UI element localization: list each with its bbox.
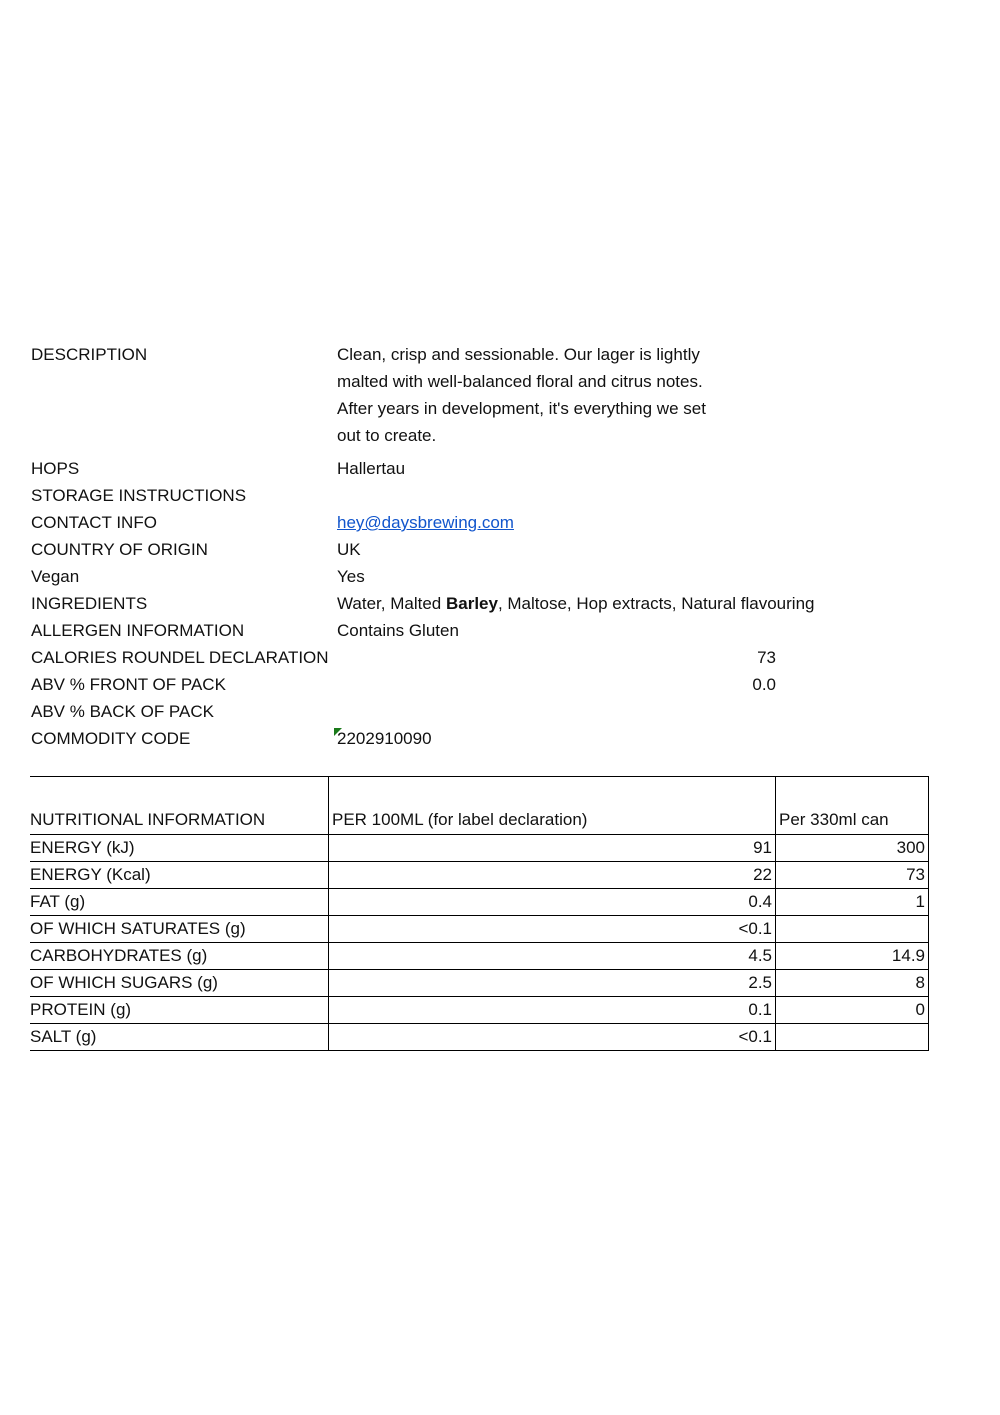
nutrition-row: [30, 1024, 929, 1051]
calories-roundel-label: CALORIES ROUNDEL DECLARATION: [31, 648, 329, 667]
nutrition-row: [30, 835, 929, 862]
ingredients-text-end: , Maltose, Hop extracts, Natural flavouring: [497, 594, 815, 613]
vegan-label: Vegan: [31, 567, 80, 586]
nutrition-row-label: CARBOHYDRATES (g): [30, 943, 329, 970]
country-label: COUNTRY OF ORIGIN: [31, 540, 208, 559]
ingredients-row: [31, 590, 951, 617]
description-line-1: Clean, crisp and sessionable. Our lager is lightly: [337, 345, 700, 364]
vegan-value: Yes: [337, 567, 365, 586]
nutrition-row: [30, 889, 929, 916]
hops-row: [31, 455, 951, 482]
nutrition-row: [30, 970, 929, 997]
allergen-row: [31, 617, 951, 644]
nutrition-row: [30, 943, 929, 970]
nutrition-row-per100: 2.5: [329, 970, 776, 997]
nutrition-row-per100: 22: [329, 862, 776, 889]
description-value: [337, 341, 757, 455]
nutrition-row-per100: 0.1: [329, 997, 776, 1024]
commodity-label: COMMODITY CODE: [31, 729, 191, 748]
nutrition-row-label: ENERGY (Kcal): [30, 862, 329, 889]
nutrition-row-per330: 300: [776, 835, 929, 862]
product-info-section: [31, 341, 951, 752]
nutrition-header-per330: Per 330ml can: [776, 777, 929, 835]
commodity-value-cell: [337, 725, 951, 752]
nutrition-row: [30, 862, 929, 889]
nutrition-header-label: NUTRITIONAL INFORMATION: [30, 777, 329, 835]
allergen-label: ALLERGEN INFORMATION: [31, 621, 245, 640]
abv-front-value: 0.0: [752, 675, 776, 694]
nutrition-row-label: PROTEIN (g): [30, 997, 329, 1024]
ingredients-allergen-bold: Barley: [445, 594, 498, 613]
nutrition-row-per330: 1: [776, 889, 929, 916]
abv-front-row: [31, 671, 951, 698]
abv-front-label: ABV % FRONT OF PACK: [31, 675, 226, 694]
nutrition-row-per330: 8: [776, 970, 929, 997]
calories-roundel-row: [31, 644, 951, 671]
description-line-3: After years in development, it's everything we set: [337, 399, 706, 418]
nutrition-row-per330: 0: [776, 997, 929, 1024]
hops-value: Hallertau: [337, 459, 406, 478]
country-value: UK: [337, 540, 361, 559]
description-label: DESCRIPTION: [31, 345, 148, 364]
ingredients-value: [337, 590, 951, 617]
ingredients-text-start: Water, Malted: [337, 594, 446, 613]
nutrition-row-label: SALT (g): [30, 1024, 329, 1051]
abv-back-label: ABV % BACK OF PACK: [31, 702, 214, 721]
contact-label: CONTACT INFO: [31, 513, 157, 532]
nutrition-row-per330: 14.9: [776, 943, 929, 970]
vegan-row: [31, 563, 951, 590]
nutrition-row-label: ENERGY (kJ): [30, 835, 329, 862]
nutrition-row-per330: [776, 916, 929, 943]
ingredients-label: INGREDIENTS: [31, 594, 148, 613]
nutrition-row-per100: 4.5: [329, 943, 776, 970]
nutrition-row-per100: <0.1: [329, 1024, 776, 1051]
nutrition-header-row: [30, 777, 929, 835]
storage-row: [31, 482, 951, 509]
nutrition-row-per330: 73: [776, 862, 929, 889]
nutrition-row-label: OF WHICH SATURATES (g): [30, 916, 329, 943]
comment-indicator-icon[interactable]: [334, 728, 342, 736]
nutrition-row-label: OF WHICH SUGARS (g): [30, 970, 329, 997]
nutrition-row-per100: 0.4: [329, 889, 776, 916]
nutrition-header-per100: PER 100ML (for label declaration): [329, 777, 776, 835]
nutrition-row-per330: [776, 1024, 929, 1051]
description-row: [31, 341, 951, 455]
hops-label: HOPS: [31, 459, 80, 478]
description-line-2: malted with well-balanced floral and citrus notes.: [337, 372, 703, 391]
nutrition-row: [30, 997, 929, 1024]
calories-roundel-value: 73: [757, 648, 776, 667]
storage-label: STORAGE INSTRUCTIONS: [31, 486, 247, 505]
country-row: [31, 536, 951, 563]
allergen-value: Contains Gluten: [337, 621, 459, 640]
commodity-value: 2202910090: [337, 729, 432, 748]
abv-back-row: [31, 698, 951, 725]
description-line-4: out to create.: [337, 426, 437, 445]
nutrition-row: [30, 916, 929, 943]
contact-value: [337, 509, 951, 536]
nutrition-row-per100: <0.1: [329, 916, 776, 943]
nutrition-row-label: FAT (g): [30, 889, 329, 916]
nutrition-row-per100: 91: [329, 835, 776, 862]
contact-row: [31, 509, 951, 536]
contact-email-link[interactable]: hey@daysbrewing.com: [337, 513, 514, 532]
nutrition-table: [30, 776, 929, 1051]
commodity-row: [31, 725, 951, 752]
